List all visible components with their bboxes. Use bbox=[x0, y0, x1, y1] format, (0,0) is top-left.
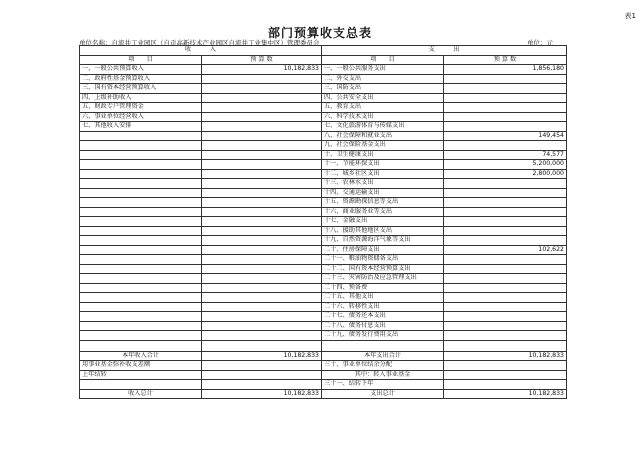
expense-value bbox=[444, 141, 567, 151]
income-value bbox=[202, 74, 322, 84]
table-row bbox=[80, 217, 567, 227]
table-row bbox=[80, 264, 567, 274]
expense-item-header: 项 目 bbox=[322, 55, 444, 65]
income-item bbox=[80, 274, 202, 284]
expense-total-value: 10,182,833 bbox=[444, 389, 567, 399]
expense-item: 二十一、粮油物资储备支出 bbox=[322, 255, 444, 265]
table-row bbox=[80, 74, 567, 84]
transfer-fund-label: 其中：转入事业基金 bbox=[322, 370, 444, 380]
income-value bbox=[202, 283, 322, 293]
expense-value: 5,200,000 bbox=[444, 160, 567, 170]
expense-item: 四、公共安全支出 bbox=[322, 93, 444, 103]
income-value bbox=[202, 169, 322, 179]
income-item bbox=[80, 293, 202, 303]
expense-value bbox=[444, 236, 567, 246]
expense-item: 十九、自然资源海洋气象等支出 bbox=[322, 236, 444, 246]
expense-item: 五、教育支出 bbox=[322, 103, 444, 113]
income-item: 七、其他收入安排 bbox=[80, 122, 202, 132]
expense-value bbox=[444, 103, 567, 113]
expense-value: 2,800,000 bbox=[444, 169, 567, 179]
income-item: 二、政府性基金预算收入 bbox=[80, 74, 202, 84]
year-expense-total-label: 本年支出合计 bbox=[322, 351, 444, 361]
table-row bbox=[80, 198, 567, 208]
expense-value bbox=[444, 264, 567, 274]
income-item bbox=[80, 331, 202, 341]
table-row bbox=[80, 160, 567, 170]
table-row bbox=[80, 293, 567, 303]
table-row bbox=[80, 141, 567, 151]
section-header-row bbox=[80, 46, 567, 56]
income-value bbox=[202, 84, 322, 94]
income-value bbox=[202, 93, 322, 103]
table-row bbox=[80, 169, 567, 179]
income-item: 五、财政专户管理资金 bbox=[80, 103, 202, 113]
year-total-row bbox=[80, 351, 567, 361]
table-row bbox=[80, 93, 567, 103]
expense-value bbox=[444, 331, 567, 341]
expense-value bbox=[444, 93, 567, 103]
income-item bbox=[80, 131, 202, 141]
income-value bbox=[202, 217, 322, 227]
table-row bbox=[80, 370, 567, 380]
budget-summary-table bbox=[79, 45, 567, 399]
table-row bbox=[80, 245, 567, 255]
table-row bbox=[80, 188, 567, 198]
income-value bbox=[202, 274, 322, 284]
income-value bbox=[202, 122, 322, 132]
income-value bbox=[202, 198, 322, 208]
income-value bbox=[202, 331, 322, 341]
surplus-distribution-label: 三十、事业单位结余分配 bbox=[322, 361, 444, 371]
income-value bbox=[202, 226, 322, 236]
income-value bbox=[202, 293, 322, 303]
carry-next-year-label: 三十一、结转下年 bbox=[322, 380, 444, 390]
income-item bbox=[80, 150, 202, 160]
income-item bbox=[80, 312, 202, 322]
income-item bbox=[80, 283, 202, 293]
table-row bbox=[80, 84, 567, 94]
income-item: 三、国有资本经营预算收入 bbox=[80, 84, 202, 94]
table-row bbox=[80, 122, 567, 132]
income-value bbox=[202, 112, 322, 122]
table-row bbox=[80, 236, 567, 246]
table-row bbox=[80, 207, 567, 217]
table-row bbox=[80, 131, 567, 141]
expense-budget-header: 预 算 数 bbox=[444, 55, 567, 65]
table-row bbox=[80, 150, 567, 160]
expense-value: 1,856,180 bbox=[444, 65, 567, 75]
expense-value bbox=[444, 122, 567, 132]
income-item bbox=[80, 198, 202, 208]
income-value bbox=[202, 302, 322, 312]
expense-item: 十七、金融支出 bbox=[322, 217, 444, 227]
expense-value bbox=[444, 312, 567, 322]
income-value bbox=[202, 245, 322, 255]
income-item bbox=[80, 302, 202, 312]
table-row bbox=[80, 321, 567, 331]
income-value bbox=[202, 188, 322, 198]
table-row bbox=[80, 283, 567, 293]
expense-value bbox=[444, 179, 567, 189]
expense-item: 二十五、其他支出 bbox=[322, 293, 444, 303]
expense-value bbox=[444, 283, 567, 293]
expense-item: 七、文化旅游体育与传媒支出 bbox=[322, 122, 444, 132]
grand-total-row bbox=[80, 389, 567, 399]
income-value: 10,182,833 bbox=[202, 65, 322, 75]
year-income-total-value: 10,182,833 bbox=[202, 351, 322, 361]
expense-section-header: 支 出 bbox=[322, 46, 567, 56]
income-value bbox=[202, 312, 322, 322]
table-row bbox=[80, 274, 567, 284]
expense-item: 二十六、转移性支出 bbox=[322, 302, 444, 312]
income-item: 四、上级补助收入 bbox=[80, 93, 202, 103]
expense-item: 二十七、债务还本支出 bbox=[322, 312, 444, 322]
income-item-header: 项 目 bbox=[80, 55, 202, 65]
income-item bbox=[80, 160, 202, 170]
income-value bbox=[202, 255, 322, 265]
income-item bbox=[80, 188, 202, 198]
expense-item: 一、一般公共服务支出 bbox=[322, 65, 444, 75]
expense-item: 二十八、债务付息支出 bbox=[322, 321, 444, 331]
income-value bbox=[202, 207, 322, 217]
expense-item: 十四、交通运输支出 bbox=[322, 188, 444, 198]
table-row bbox=[80, 103, 567, 113]
expense-value bbox=[444, 293, 567, 303]
expense-item: 六、科学技术支出 bbox=[322, 112, 444, 122]
expense-value bbox=[444, 188, 567, 198]
expense-item: 二十二、国有资本经营预算支出 bbox=[322, 264, 444, 274]
expense-item: 十六、商业服务业等支出 bbox=[322, 207, 444, 217]
expense-value bbox=[444, 321, 567, 331]
expense-value bbox=[444, 226, 567, 236]
fund-gap-label: 用事业基金弥补收支差额 bbox=[80, 361, 202, 371]
spacer-row bbox=[80, 340, 567, 351]
expense-item: 十八、援助其他地区支出 bbox=[322, 226, 444, 236]
income-item bbox=[80, 141, 202, 151]
income-item bbox=[80, 226, 202, 236]
column-header-row bbox=[80, 55, 567, 65]
expense-item: 十五、资源勘探信息等支出 bbox=[322, 198, 444, 208]
table-row bbox=[80, 179, 567, 189]
income-total-value: 10,182,833 bbox=[202, 389, 322, 399]
income-value bbox=[202, 236, 322, 246]
income-value bbox=[202, 131, 322, 141]
expense-item: 三、国防支出 bbox=[322, 84, 444, 94]
income-value bbox=[202, 150, 322, 160]
expense-value bbox=[444, 274, 567, 284]
unit-name: 单位名称：自流井工业园区（自贡高新技术产业园区自流井工业集中区）管理委员会 bbox=[79, 39, 320, 47]
income-section-header: 收 入 bbox=[80, 46, 322, 56]
expense-item: 二十四、预备费 bbox=[322, 283, 444, 293]
year-expense-total-value: 10,182,833 bbox=[444, 351, 567, 361]
income-item bbox=[80, 217, 202, 227]
expense-item: 二、外交支出 bbox=[322, 74, 444, 84]
income-total-label: 收入总计 bbox=[80, 389, 202, 399]
money-unit: 单位：元 bbox=[527, 39, 553, 47]
income-value bbox=[202, 160, 322, 170]
page-title: 部门预算收支总表 bbox=[267, 26, 372, 40]
income-value bbox=[202, 141, 322, 151]
table-row bbox=[80, 331, 567, 341]
income-value bbox=[202, 103, 322, 113]
income-item: 六、事业单位经营收入 bbox=[80, 112, 202, 122]
expense-total-label: 支出总计 bbox=[322, 389, 444, 399]
expense-item: 十二、城乡社区支出 bbox=[322, 169, 444, 179]
income-item: 一、一般公共预算收入 bbox=[80, 65, 202, 75]
expense-item: 二十、住房保障支出 bbox=[322, 245, 444, 255]
table-row bbox=[80, 302, 567, 312]
table-row bbox=[80, 226, 567, 236]
income-value bbox=[202, 264, 322, 274]
expense-item: 十、卫生健康支出 bbox=[322, 150, 444, 160]
income-item bbox=[80, 179, 202, 189]
income-item bbox=[80, 169, 202, 179]
expense-value bbox=[444, 74, 567, 84]
expense-value: 149,454 bbox=[444, 131, 567, 141]
table-row bbox=[80, 65, 567, 75]
income-item bbox=[80, 264, 202, 274]
expense-item: 二十九、债务发行费用支出 bbox=[322, 331, 444, 341]
expense-value: 102,622 bbox=[444, 245, 567, 255]
table-row bbox=[80, 361, 567, 371]
expense-item: 十一、节能环保支出 bbox=[322, 160, 444, 170]
carryover-label: 上年结转 bbox=[80, 370, 202, 380]
table-row bbox=[80, 380, 567, 390]
income-item bbox=[80, 236, 202, 246]
income-item bbox=[80, 207, 202, 217]
table-row bbox=[80, 312, 567, 322]
expense-value bbox=[444, 198, 567, 208]
year-income-total-label: 本年收入合计 bbox=[80, 351, 202, 361]
income-value bbox=[202, 321, 322, 331]
income-item bbox=[80, 245, 202, 255]
expense-value bbox=[444, 207, 567, 217]
sheet-number: 表1 bbox=[624, 12, 636, 20]
table-row bbox=[80, 255, 567, 265]
income-value bbox=[202, 179, 322, 189]
expense-value bbox=[444, 84, 567, 94]
expense-item: 十三、农林水支出 bbox=[322, 179, 444, 189]
expense-value bbox=[444, 255, 567, 265]
expense-item: 九、社会保险基金支出 bbox=[322, 141, 444, 151]
income-item bbox=[80, 321, 202, 331]
expense-value bbox=[444, 302, 567, 312]
table-row bbox=[80, 112, 567, 122]
income-budget-header: 预 算 数 bbox=[202, 55, 322, 65]
expense-value: 74,577 bbox=[444, 150, 567, 160]
expense-value bbox=[444, 112, 567, 122]
expense-value bbox=[444, 217, 567, 227]
income-item bbox=[80, 255, 202, 265]
expense-item: 八、社会保障和就业支出 bbox=[322, 131, 444, 141]
expense-item: 二十三、灾害防治及应急管理支出 bbox=[322, 274, 444, 284]
